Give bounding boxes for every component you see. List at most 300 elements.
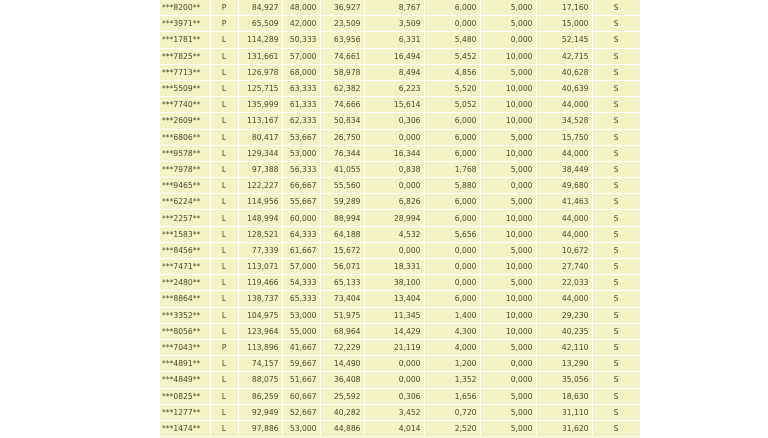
cell-col-d: 5,480 <box>424 32 480 48</box>
cell-type: L <box>210 356 238 372</box>
table-row <box>160 145 640 161</box>
cell-col-a: 48,000 <box>282 0 320 16</box>
cell-col-b: 56,071 <box>320 259 364 275</box>
cell-col-c: 4,014 <box>364 420 424 436</box>
cell-col-c: 3,509 <box>364 16 424 32</box>
cell-col-d: 6,000 <box>424 113 480 129</box>
cell-col-a: 50,333 <box>282 32 320 48</box>
cell-col-f: 35,056 <box>536 372 592 388</box>
cell-col-c: 18,331 <box>364 259 424 275</box>
cell-col-a: 53,000 <box>282 307 320 323</box>
cell-col-e: 10,000 <box>480 48 536 64</box>
cell-col-d: 5,520 <box>424 80 480 96</box>
cell-col-f: 42,715 <box>536 48 592 64</box>
cell-col-d: 1,352 <box>424 372 480 388</box>
cell-col-a: 52,667 <box>282 404 320 420</box>
cell-col-c: 21,119 <box>364 339 424 355</box>
cell-status: S <box>592 32 640 48</box>
cell-col-f: 40,628 <box>536 64 592 80</box>
cell-col-f: 44,000 <box>536 226 592 242</box>
cell-col-c: 0,000 <box>364 242 424 258</box>
cell-status: S <box>592 16 640 32</box>
cell-status: S <box>592 259 640 275</box>
cell-type: L <box>210 32 238 48</box>
cell-row-id: ***7825** <box>160 48 210 64</box>
cell-col-d: 1,656 <box>424 388 480 404</box>
cell-col-d: 4,300 <box>424 323 480 339</box>
cell-status: S <box>592 80 640 96</box>
cell-total: 113,167 <box>238 113 282 129</box>
table-row <box>160 64 640 80</box>
cell-col-b: 40,282 <box>320 404 364 420</box>
cell-col-b: 25,592 <box>320 388 364 404</box>
cell-col-e: 10,000 <box>480 97 536 113</box>
cell-col-a: 55,667 <box>282 194 320 210</box>
table-row <box>160 210 640 226</box>
cell-status: S <box>592 178 640 194</box>
table-row <box>160 259 640 275</box>
cell-type: P <box>210 16 238 32</box>
table-row <box>160 48 640 64</box>
cell-col-b: 55,560 <box>320 178 364 194</box>
cell-total: 114,289 <box>238 32 282 48</box>
cell-col-e: 10,000 <box>480 226 536 242</box>
cell-status: S <box>592 404 640 420</box>
cell-type: L <box>210 80 238 96</box>
cell-col-c: 15,614 <box>364 97 424 113</box>
cell-col-a: 59,667 <box>282 356 320 372</box>
cell-total: 104,975 <box>238 307 282 323</box>
cell-col-b: 58,978 <box>320 64 364 80</box>
cell-row-id: ***1277** <box>160 404 210 420</box>
cell-row-id: ***9578** <box>160 145 210 161</box>
table-row <box>160 161 640 177</box>
cell-col-c: 6,826 <box>364 194 424 210</box>
cell-type: L <box>210 388 238 404</box>
cell-col-b: 36,408 <box>320 372 364 388</box>
table-row <box>160 291 640 307</box>
table-row <box>160 194 640 210</box>
cell-col-c: 0,306 <box>364 388 424 404</box>
cell-col-d: 5,656 <box>424 226 480 242</box>
cell-total: 97,886 <box>238 420 282 436</box>
cell-col-d: 0,000 <box>424 242 480 258</box>
cell-row-id: ***6806** <box>160 129 210 145</box>
cell-status: S <box>592 97 640 113</box>
cell-status: S <box>592 194 640 210</box>
cell-status: S <box>592 388 640 404</box>
cell-col-b: 64,188 <box>320 226 364 242</box>
cell-col-f: 29,230 <box>536 307 592 323</box>
cell-total: 122,227 <box>238 178 282 194</box>
cell-col-c: 0,306 <box>364 113 424 129</box>
cell-row-id: ***8056** <box>160 323 210 339</box>
cell-col-d: 0,000 <box>424 259 480 275</box>
cell-col-b: 15,672 <box>320 242 364 258</box>
table-row <box>160 388 640 404</box>
cell-col-e: 10,000 <box>480 145 536 161</box>
cell-col-b: 59,289 <box>320 194 364 210</box>
cell-total: 113,071 <box>238 259 282 275</box>
cell-col-a: 61,333 <box>282 97 320 113</box>
cell-type: L <box>210 194 238 210</box>
cell-row-id: ***9465** <box>160 178 210 194</box>
cell-status: S <box>592 226 640 242</box>
cell-row-id: ***6224** <box>160 194 210 210</box>
cell-row-id: ***4891** <box>160 356 210 372</box>
cell-col-d: 1,768 <box>424 161 480 177</box>
cell-col-f: 17,160 <box>536 0 592 16</box>
results-table <box>160 0 640 437</box>
table-row <box>160 80 640 96</box>
cell-status: S <box>592 356 640 372</box>
cell-col-d: 6,000 <box>424 291 480 307</box>
cell-col-b: 72,229 <box>320 339 364 355</box>
cell-type: L <box>210 259 238 275</box>
cell-col-c: 0,000 <box>364 129 424 145</box>
cell-status: S <box>592 129 640 145</box>
cell-col-a: 55,000 <box>282 323 320 339</box>
cell-row-id: ***4849** <box>160 372 210 388</box>
cell-status: S <box>592 307 640 323</box>
cell-type: L <box>210 145 238 161</box>
cell-col-e: 0,000 <box>480 356 536 372</box>
cell-col-f: 44,000 <box>536 291 592 307</box>
cell-row-id: ***2257** <box>160 210 210 226</box>
cell-col-e: 10,000 <box>480 259 536 275</box>
cell-col-e: 10,000 <box>480 113 536 129</box>
cell-total: 138,737 <box>238 291 282 307</box>
cell-col-b: 74,666 <box>320 97 364 113</box>
cell-type: L <box>210 372 238 388</box>
cell-col-a: 68,000 <box>282 64 320 80</box>
cell-type: L <box>210 323 238 339</box>
cell-type: L <box>210 113 238 129</box>
cell-col-e: 5,000 <box>480 404 536 420</box>
cell-row-id: ***8456** <box>160 242 210 258</box>
cell-col-b: 62,382 <box>320 80 364 96</box>
cell-total: 135,999 <box>238 97 282 113</box>
cell-col-e: 0,000 <box>480 372 536 388</box>
cell-col-c: 11,345 <box>364 307 424 323</box>
cell-row-id: ***2609** <box>160 113 210 129</box>
cell-col-a: 63,333 <box>282 80 320 96</box>
cell-status: S <box>592 372 640 388</box>
cell-row-id: ***2480** <box>160 275 210 291</box>
cell-type: L <box>210 420 238 436</box>
table-row <box>160 16 640 32</box>
cell-col-d: 5,880 <box>424 178 480 194</box>
cell-col-e: 5,000 <box>480 420 536 436</box>
cell-status: S <box>592 210 640 226</box>
table-row <box>160 32 640 48</box>
table-body <box>160 0 640 437</box>
cell-col-c: 0,000 <box>364 356 424 372</box>
cell-row-id: ***7713** <box>160 64 210 80</box>
cell-col-e: 5,000 <box>480 388 536 404</box>
cell-col-a: 51,667 <box>282 372 320 388</box>
cell-col-d: 0,000 <box>424 16 480 32</box>
cell-col-c: 38,100 <box>364 275 424 291</box>
cell-col-c: 16,494 <box>364 48 424 64</box>
table-row <box>160 178 640 194</box>
cell-col-f: 44,000 <box>536 210 592 226</box>
cell-col-c: 4,532 <box>364 226 424 242</box>
cell-col-b: 74,661 <box>320 48 364 64</box>
cell-col-d: 6,000 <box>424 194 480 210</box>
cell-status: S <box>592 48 640 64</box>
cell-col-d: 4,856 <box>424 64 480 80</box>
cell-type: L <box>210 129 238 145</box>
cell-col-d: 1,200 <box>424 356 480 372</box>
cell-col-c: 0,000 <box>364 178 424 194</box>
cell-col-e: 10,000 <box>480 210 536 226</box>
cell-type: L <box>210 178 238 194</box>
table-row <box>160 404 640 420</box>
cell-col-e: 5,000 <box>480 339 536 355</box>
cell-col-d: 6,000 <box>424 129 480 145</box>
cell-col-d: 0,720 <box>424 404 480 420</box>
cell-col-f: 27,740 <box>536 259 592 275</box>
cell-row-id: ***7978** <box>160 161 210 177</box>
cell-total: 128,521 <box>238 226 282 242</box>
cell-col-d: 4,000 <box>424 339 480 355</box>
cell-col-f: 10,672 <box>536 242 592 258</box>
cell-col-b: 88,994 <box>320 210 364 226</box>
table-row <box>160 372 640 388</box>
cell-col-d: 2,520 <box>424 420 480 436</box>
cell-col-e: 5,000 <box>480 64 536 80</box>
cell-col-f: 34,528 <box>536 113 592 129</box>
cell-type: L <box>210 210 238 226</box>
cell-total: 114,956 <box>238 194 282 210</box>
table-row <box>160 339 640 355</box>
cell-col-a: 53,667 <box>282 129 320 145</box>
cell-col-b: 73,404 <box>320 291 364 307</box>
cell-col-c: 3,452 <box>364 404 424 420</box>
cell-col-f: 13,290 <box>536 356 592 372</box>
cell-col-a: 65,333 <box>282 291 320 307</box>
table-row <box>160 275 640 291</box>
cell-total: 74,157 <box>238 356 282 372</box>
cell-col-f: 52,145 <box>536 32 592 48</box>
cell-total: 65,509 <box>238 16 282 32</box>
cell-total: 113,896 <box>238 339 282 355</box>
cell-status: S <box>592 161 640 177</box>
cell-type: L <box>210 404 238 420</box>
cell-col-a: 42,000 <box>282 16 320 32</box>
cell-col-b: 68,964 <box>320 323 364 339</box>
cell-col-a: 56,333 <box>282 161 320 177</box>
cell-col-c: 8,767 <box>364 0 424 16</box>
cell-total: 84,927 <box>238 0 282 16</box>
table-row <box>160 97 640 113</box>
cell-col-a: 64,333 <box>282 226 320 242</box>
cell-col-c: 0,000 <box>364 372 424 388</box>
cell-col-b: 44,886 <box>320 420 364 436</box>
cell-total: 77,339 <box>238 242 282 258</box>
cell-col-f: 44,000 <box>536 97 592 113</box>
cell-col-a: 57,000 <box>282 259 320 275</box>
cell-row-id: ***8864** <box>160 291 210 307</box>
cell-col-c: 6,331 <box>364 32 424 48</box>
cell-col-f: 41,463 <box>536 194 592 210</box>
cell-col-f: 42,110 <box>536 339 592 355</box>
cell-total: 119,466 <box>238 275 282 291</box>
cell-col-a: 62,333 <box>282 113 320 129</box>
cell-status: S <box>592 0 640 16</box>
cell-status: S <box>592 420 640 436</box>
cell-col-b: 36,927 <box>320 0 364 16</box>
cell-col-c: 16,344 <box>364 145 424 161</box>
table-row <box>160 129 640 145</box>
cell-col-a: 61,667 <box>282 242 320 258</box>
cell-col-b: 14,490 <box>320 356 364 372</box>
cell-col-d: 6,000 <box>424 210 480 226</box>
cell-col-b: 76,344 <box>320 145 364 161</box>
cell-col-b: 41,055 <box>320 161 364 177</box>
cell-row-id: ***3971** <box>160 16 210 32</box>
cell-status: S <box>592 291 640 307</box>
cell-col-e: 5,000 <box>480 161 536 177</box>
cell-col-a: 41,667 <box>282 339 320 355</box>
cell-col-b: 51,975 <box>320 307 364 323</box>
cell-row-id: ***1781** <box>160 32 210 48</box>
cell-type: L <box>210 242 238 258</box>
cell-row-id: ***7740** <box>160 97 210 113</box>
cell-type: L <box>210 161 238 177</box>
cell-col-b: 63,956 <box>320 32 364 48</box>
cell-col-d: 6,000 <box>424 0 480 16</box>
cell-col-d: 1,400 <box>424 307 480 323</box>
cell-col-a: 54,333 <box>282 275 320 291</box>
cell-col-e: 0,000 <box>480 178 536 194</box>
cell-col-e: 5,000 <box>480 0 536 16</box>
cell-row-id: ***5509** <box>160 80 210 96</box>
cell-type: L <box>210 97 238 113</box>
cell-col-f: 18,630 <box>536 388 592 404</box>
table-row <box>160 420 640 436</box>
cell-col-f: 31,620 <box>536 420 592 436</box>
cell-col-f: 15,750 <box>536 129 592 145</box>
cell-col-e: 5,000 <box>480 129 536 145</box>
cell-total: 131,661 <box>238 48 282 64</box>
cell-col-f: 40,235 <box>536 323 592 339</box>
cell-type: L <box>210 275 238 291</box>
cell-col-e: 10,000 <box>480 291 536 307</box>
cell-total: 80,417 <box>238 129 282 145</box>
cell-col-e: 5,000 <box>480 275 536 291</box>
cell-col-b: 50,834 <box>320 113 364 129</box>
cell-col-f: 15,000 <box>536 16 592 32</box>
cell-row-id: ***8200** <box>160 0 210 16</box>
cell-col-e: 10,000 <box>480 80 536 96</box>
cell-col-b: 26,750 <box>320 129 364 145</box>
cell-col-c: 6,223 <box>364 80 424 96</box>
cell-col-f: 49,680 <box>536 178 592 194</box>
cell-col-e: 0,000 <box>480 32 536 48</box>
cell-col-f: 38,449 <box>536 161 592 177</box>
cell-col-e: 10,000 <box>480 307 536 323</box>
cell-col-a: 60,000 <box>282 210 320 226</box>
cell-type: L <box>210 307 238 323</box>
cell-status: S <box>592 242 640 258</box>
cell-status: S <box>592 339 640 355</box>
table-row <box>160 0 640 16</box>
cell-row-id: ***0825** <box>160 388 210 404</box>
cell-col-b: 65,133 <box>320 275 364 291</box>
cell-status: S <box>592 64 640 80</box>
cell-row-id: ***1474** <box>160 420 210 436</box>
cell-total: 129,344 <box>238 145 282 161</box>
cell-col-e: 10,000 <box>480 323 536 339</box>
cell-total: 148,994 <box>238 210 282 226</box>
cell-col-d: 5,052 <box>424 97 480 113</box>
cell-col-e: 5,000 <box>480 194 536 210</box>
cell-col-b: 23,509 <box>320 16 364 32</box>
cell-col-c: 8,494 <box>364 64 424 80</box>
cell-col-c: 13,404 <box>364 291 424 307</box>
cell-col-a: 53,000 <box>282 145 320 161</box>
cell-type: L <box>210 291 238 307</box>
cell-total: 97,388 <box>238 161 282 177</box>
cell-col-a: 66,667 <box>282 178 320 194</box>
cell-type: L <box>210 48 238 64</box>
cell-type: P <box>210 339 238 355</box>
cell-total: 86,259 <box>238 388 282 404</box>
cell-total: 92,949 <box>238 404 282 420</box>
cell-col-a: 53,000 <box>282 420 320 436</box>
cell-col-c: 14,429 <box>364 323 424 339</box>
cell-row-id: ***3352** <box>160 307 210 323</box>
cell-type: L <box>210 226 238 242</box>
cell-total: 125,715 <box>238 80 282 96</box>
cell-col-d: 0,000 <box>424 275 480 291</box>
cell-status: S <box>592 113 640 129</box>
cell-status: S <box>592 145 640 161</box>
table-row <box>160 226 640 242</box>
cell-col-a: 57,000 <box>282 48 320 64</box>
cell-total: 88,075 <box>238 372 282 388</box>
cell-col-f: 44,000 <box>536 145 592 161</box>
table-row <box>160 307 640 323</box>
cell-col-d: 5,452 <box>424 48 480 64</box>
table-row <box>160 356 640 372</box>
cell-col-d: 6,000 <box>424 145 480 161</box>
cell-col-a: 60,667 <box>282 388 320 404</box>
cell-col-e: 5,000 <box>480 16 536 32</box>
cell-status: S <box>592 323 640 339</box>
cell-status: S <box>592 275 640 291</box>
cell-type: L <box>210 64 238 80</box>
cell-row-id: ***7043** <box>160 339 210 355</box>
cell-col-e: 5,000 <box>480 242 536 258</box>
table-row <box>160 242 640 258</box>
cell-col-f: 31,110 <box>536 404 592 420</box>
cell-type: P <box>210 0 238 16</box>
cell-col-c: 28,994 <box>364 210 424 226</box>
table-row <box>160 113 640 129</box>
cell-col-f: 22,033 <box>536 275 592 291</box>
cell-row-id: ***1583** <box>160 226 210 242</box>
table-row <box>160 323 640 339</box>
cell-total: 123,964 <box>238 323 282 339</box>
cell-col-c: 0,838 <box>364 161 424 177</box>
cell-row-id: ***7471** <box>160 259 210 275</box>
cell-col-f: 40,639 <box>536 80 592 96</box>
results-sheet <box>160 0 640 438</box>
cell-total: 126,978 <box>238 64 282 80</box>
